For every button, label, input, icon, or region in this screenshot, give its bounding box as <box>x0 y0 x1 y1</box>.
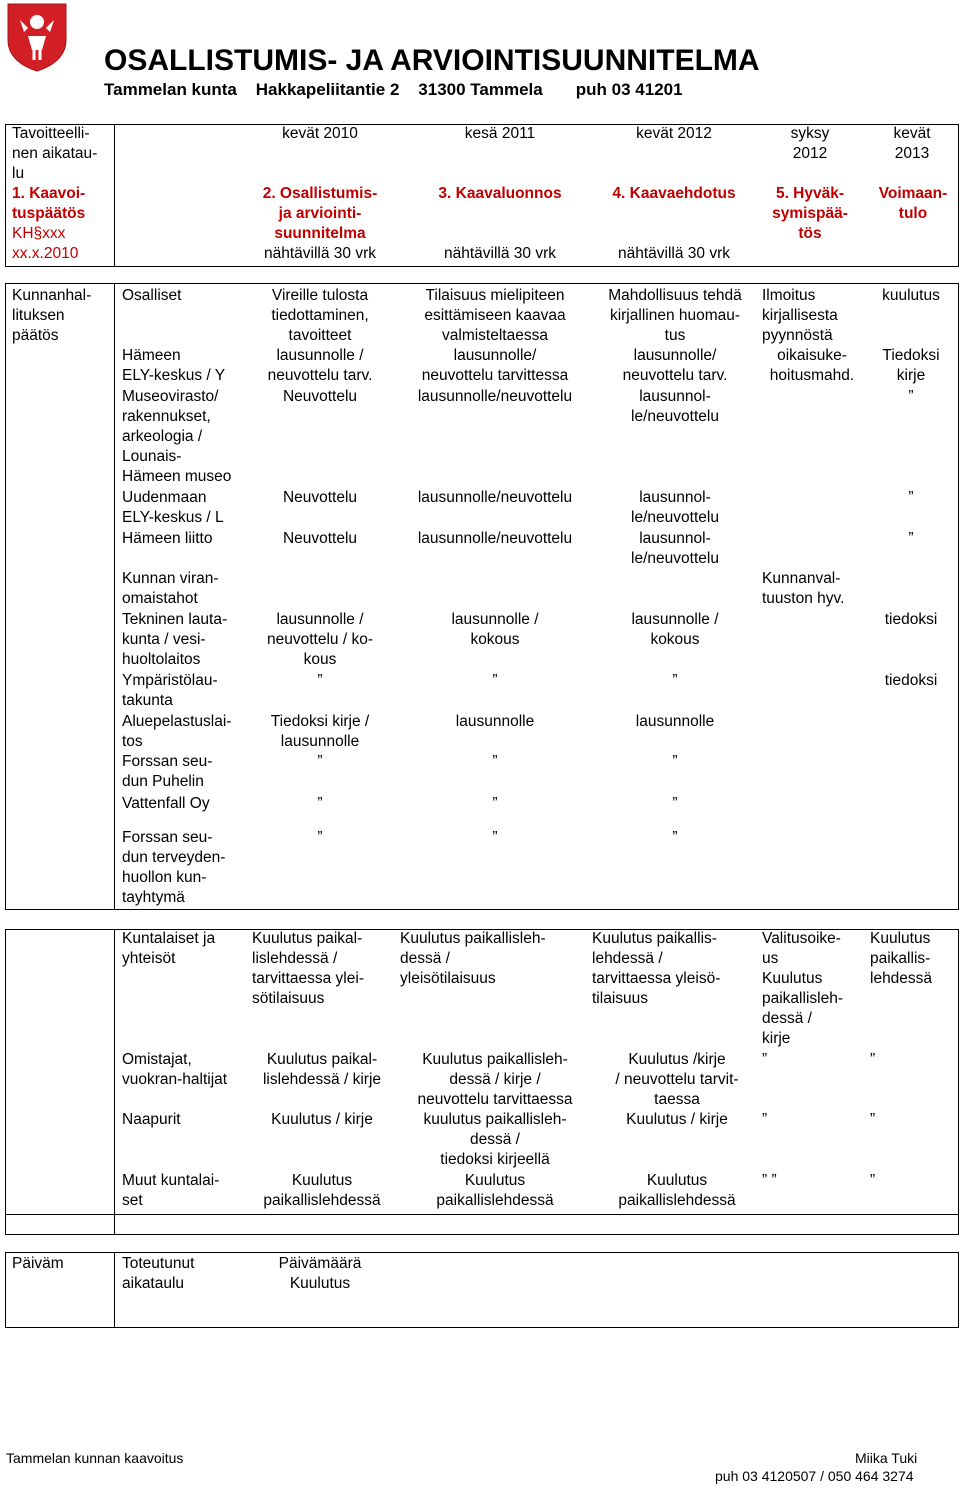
authority-row-7-c3: lausunnolle / kokous <box>631 611 719 648</box>
authority-row-12-c3: ” <box>672 829 678 846</box>
authority-row-12-c1: ” <box>317 829 323 846</box>
phase-5: 5. Hyväk- symispää- tös <box>772 185 848 242</box>
authority-row-11-c1: ” <box>317 795 323 812</box>
realized-date-announcement: Päivämäärä Kuulutus <box>278 1255 362 1292</box>
period-1: kevät 2010 <box>282 125 358 142</box>
authority-row-6-party: Kunnan viran- omaistahot <box>122 570 219 607</box>
phase-4: 4. Kaavaehdotus <box>612 185 736 202</box>
authority-row-4-c1: Neuvottelu <box>282 489 358 506</box>
authority-row-5-c2: lausunnolle/neuvottelu <box>417 530 573 547</box>
footer-name: Miika Tuki <box>855 1450 918 1466</box>
resident-row-4-party: Muut kuntalai- set <box>122 1172 220 1209</box>
phase-3-detail: nähtävillä 30 vrk <box>443 245 556 262</box>
resident-row-4-c1: Kuulutus paikallislehdessä <box>263 1172 381 1209</box>
realized-schedule-label: Toteutunut aikataulu <box>122 1255 195 1292</box>
authority-row-9-c1: Tiedoksi kirje / lausunnolle <box>270 713 370 750</box>
authority-row-2-c2: lausunnolle/ neuvottelu tarvittessa <box>421 347 569 384</box>
authority-row-11-party: Vattenfall Oy <box>122 795 210 812</box>
authority-row-9-c3: lausunnolle <box>635 713 715 730</box>
authority-row-10-c3: ” <box>672 753 678 770</box>
authority-row-8-c5: tiedoksi <box>884 672 938 689</box>
authority-row-4-c3: lausunnol- le/neuvottelu <box>631 489 719 526</box>
resident-row-3-c1: Kuulutus / kirje <box>271 1111 373 1128</box>
authority-row-7-c1: lausunnolle / neuvottelu / ko- kous <box>267 611 373 668</box>
period-3: kevät 2012 <box>636 125 712 142</box>
resident-row-2-c2: Kuulutus paikallisleh- dessä / kirje / neuvottelu tarvittaessa <box>417 1051 573 1108</box>
authority-row-12-c2: ” <box>492 829 498 846</box>
authority-row-7-c2: lausunnolle / kokous <box>451 611 539 648</box>
resident-row-2-c1: Kuulutus paikal- lislehdessä / kirje <box>262 1051 382 1088</box>
authority-row-9-party: Aluepelastuslai- tos <box>122 713 232 750</box>
authority-row-6-c4: Kunnanval- tuuston hyv. <box>762 570 845 607</box>
authority-row-5-c1: Neuvottelu <box>282 530 358 547</box>
authority-row-2-c5: Tiedoksi kirje <box>882 347 940 384</box>
authority-row-10-party: Forssan seu- dun Puhelin <box>122 753 213 790</box>
phase-6: Voimaan- tulo <box>878 185 948 222</box>
resident-row-1-party: Kuntalaiset ja yhteisöt <box>122 930 216 967</box>
authority-row-1-c5: kuulutus <box>882 287 940 304</box>
authority-row-5-party: Hämeen liitto <box>122 530 213 547</box>
resident-row-2-c3: Kuulutus /kirje / neuvottelu tarvit- taessa <box>615 1051 739 1108</box>
period-4: syksy 2012 <box>790 125 830 162</box>
authority-row-9-c2: lausunnolle <box>455 713 535 730</box>
authority-row-11-c2: ” <box>492 795 498 812</box>
authority-row-3-c3: lausunnol- le/neuvottelu <box>631 388 719 425</box>
resident-row-2-c5: ” <box>870 1051 876 1068</box>
authority-row-2-c1: lausunnolle / neuvottelu tarv. <box>267 347 373 384</box>
resident-row-1-c3: Kuulutus paikallis- lehdessä / tarvittaessa yleisö- tilaisuus <box>592 930 721 1007</box>
authority-row-2-c4: oikaisuke- hoitusmahd. <box>769 347 855 384</box>
authority-row-8-party: Ympäristölau- takunta <box>122 672 218 709</box>
phase-2: 2. Osallistumis- ja arviointi- suunnitelma <box>262 185 378 242</box>
resident-row-4-c4: ” ” <box>762 1172 777 1189</box>
authority-row-4-c5: ” <box>908 489 914 506</box>
phase-1: 1. Kaavoi- tuspäätös <box>12 185 86 222</box>
phase-1-detail: KH§xxx xx.x.2010 <box>12 225 79 262</box>
realized-date-label: Päiväm <box>12 1255 64 1272</box>
authorities-left-label: Kunnanhal- lituksen päätös <box>12 287 92 344</box>
authority-row-10-c1: ” <box>317 753 323 770</box>
resident-row-1-c2: Kuulutus paikallisleh- dessä / yleisötilaisuus <box>400 930 546 987</box>
authority-row-8-c1: ” <box>317 672 323 689</box>
resident-row-1-c5: Kuulutus paikallis- lehdessä <box>870 930 933 987</box>
authority-row-8-c3: ” <box>672 672 678 689</box>
authority-row-8-c2: ” <box>492 672 498 689</box>
resident-row-4-c3: Kuulutus paikallislehdessä <box>618 1172 736 1209</box>
page-subtitle: Tammelan kunta Hakkapeliitantie 2 31300 Tammela puh 03 41201 <box>104 80 683 99</box>
authority-row-1-c4: Ilmoitus kirjallisesta pyynnöstä <box>762 287 838 344</box>
resident-row-1-c4: Valitusoike- us Kuulutus paikallisleh- dessä / kirje <box>762 930 843 1047</box>
authority-row-5-c3: lausunnol- le/neuvottelu <box>631 530 719 567</box>
resident-row-3-c2: kuulutus paikallisleh- dessä / tiedoksi kirjeellä <box>423 1111 567 1168</box>
phase-4-detail: nähtävillä 30 vrk <box>617 245 730 262</box>
authority-row-7-c5: tiedoksi <box>884 611 938 628</box>
authority-row-5-c5: ” <box>908 530 914 547</box>
resident-row-4-c2: Kuulutus paikallislehdessä <box>436 1172 554 1209</box>
authority-row-12-party: Forssan seu- dun terveyden- huollon kun- tayhtymä <box>122 829 226 906</box>
resident-row-3-c5: ” <box>870 1111 876 1128</box>
authority-row-4-c2: lausunnolle/neuvottelu <box>417 489 573 506</box>
authority-row-11-c3: ” <box>672 795 678 812</box>
phase-3: 3. Kaavaluonnos <box>438 185 562 202</box>
period-5: kevät 2013 <box>893 125 931 162</box>
timeline-left-label: Tavoitteelli- nen aikatau- lu <box>12 125 98 182</box>
authority-row-3-party: Museovirasto/ rakennukset, arkeologia / Lounais- Hämeen museo <box>122 388 232 485</box>
phase-2-detail: nähtävillä 30 vrk <box>263 245 376 262</box>
authority-row-4-party: Uudenmaan ELY-keskus / L <box>122 489 224 526</box>
resident-row-2-party: Omistajat, vuokran-haltijat <box>122 1051 228 1088</box>
resident-row-3-party: Naapurit <box>122 1111 181 1128</box>
period-2: kesä 2011 <box>464 125 536 142</box>
authority-row-2-party: Hämeen ELY-keskus / Y <box>122 347 226 384</box>
page-title: OSALLISTUMIS- JA ARVIOINTISUUNNITELMA <box>104 44 760 77</box>
authority-row-1-party: Osalliset <box>122 287 182 304</box>
resident-row-3-c4: ” <box>762 1111 768 1128</box>
authority-row-7-party: Tekninen lauta- kunta / vesi- huoltolaitos <box>122 611 228 668</box>
footer-left: Tammelan kunnan kaavoitus <box>6 1450 184 1466</box>
resident-row-2-c4: ” <box>762 1051 768 1068</box>
coat-of-arms-icon <box>6 2 68 72</box>
authority-row-3-c1: Neuvottelu <box>282 388 358 405</box>
authority-row-3-c5: ” <box>908 388 914 405</box>
authority-row-2-c3: lausunnolle/ neuvottelu tarv. <box>622 347 728 384</box>
authority-row-1-c1: Vireille tulosta tiedottaminen, tavoitteet <box>271 287 369 344</box>
authority-row-1-c2: Tilaisuus mielipiteen esittämiseen kaavaa valmisteltaessa <box>424 287 566 344</box>
authority-row-10-c2: ” <box>492 753 498 770</box>
authority-row-3-c2: lausunnolle/neuvottelu <box>417 388 573 405</box>
resident-row-3-c3: Kuulutus / kirje <box>626 1111 728 1128</box>
authority-row-1-c3: Mahdollisuus tehdä kirjallinen huomau- tus <box>608 287 742 344</box>
resident-row-1-c1: Kuulutus paikal- lislehdessä / tarvittaessa ylei- sötilaisuus <box>252 930 364 1007</box>
footer-phone: puh 03 4120507 / 050 464 3274 <box>715 1468 914 1484</box>
resident-row-4-c5: ” <box>870 1172 876 1189</box>
